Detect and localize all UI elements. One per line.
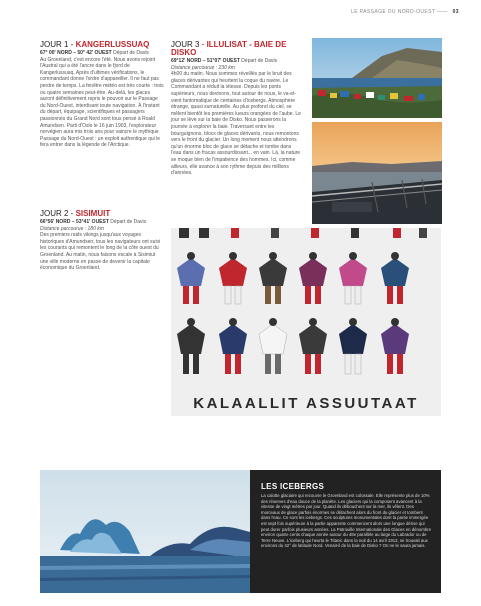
day2-body: Des premiers raids vikings jusqu'aux voyages historiques d'Amundsen, tous les navigateurs ont suivi les courants qui remontent le long de la côte ouest du Groenland. Au matin, nous faisons escale à Sisimiut une ville moderne en passe de devenir la capitale économique du Groenland.: [40, 232, 161, 272]
day3-body: 4h00 du matin. Nous sommes réveillés par le bruit des glaces dérivantes qui heurtent la coque du navire. Le Commandant a réduit la vitesse. Depuis les ponts supérieurs, nous devinons, tout autour de nous, le va-et-vient fantomatique de centaines d'icebergs. Atmosphère étrange, quasi surnaturelle. Au plus profond du ciel, se mêlent bientôt les premières lueurs orangées de l'aube. Le jour se lève sur la baie de Disko. Nous passerons la journée à explorer la baie. Traversant entre les bourguignons, blocs de glaces dérivants, nous remontons vers le front du glacier. Un long moment nous attendrons qu'un énorme bloc de glace se détache et tombe dans l'eau dans un fracas assourdissant... en vain. Là, la nature se moque bien de l'impatience des hommes. Ici, comme ailleurs, elle avance à son rythme depuis des millions d'années.: [171, 71, 301, 177]
costume-banner-text: KALAALLIT ASSUUTAAT: [193, 395, 419, 412]
photo-greenland-town: [312, 38, 442, 118]
day3-coords: 69°12' NORD – 51°07' OUEST Départ de Davis: [171, 58, 278, 64]
day1-body: Au Groenland, c'est encore l'été. Nous avons rejoint l'Austral qui a été l'ancre dans le fjord de Kangerlussuaq. Après d'ultimes vérifications, le commandant donne l'ordre d'appareiller. Il ne faut pas perdre de temps. La fenêtre météo est très courte : trois ou quatre semaines peut-être. Au-delà, les glaces auront définitivement repris le pouvoir sur le Passage du Nord-Ouest, interdisant toute navigation. À l'instant du départ, équipage, scientifiques et passagers passionnés du Grand Nord sont tous pensé à Roald Amundsen. Parti d'Oslo le 16 juin 1903, l'explorateur norvégien aura mis trois ans pour vaincre le mythique Passage du Nord-Ouest : un exploit authentique qui le fera entrer dans la légende de l'Arctique.: [40, 56, 164, 149]
day3-section: [171, 41, 302, 177]
photo-ship-deck: [312, 122, 442, 224]
day2-title: JOUR 2 - SISIMUIT: [40, 209, 111, 218]
icebergs-title: LES ICEBERGS: [261, 482, 325, 491]
rule-icon: ——: [437, 9, 448, 15]
photo-iceberg: [40, 470, 250, 593]
page-number: 03: [452, 9, 459, 15]
day3-title: JOUR 3 - ILLULISAT - BAIE DE DISKO: [171, 40, 287, 57]
day2-coords: 66°56' NORD – 53°41' OUEST Départ de Davis: [40, 219, 147, 225]
day1-section: [40, 41, 164, 149]
day2-distance: Distance parcourue : 180 km: [40, 225, 104, 232]
photo-traditional-costumes: [171, 228, 441, 416]
day1-title: JOUR 1 - KANGERLUSSUAQ: [40, 40, 150, 49]
day2-section: [40, 210, 164, 272]
day1-coords: 67° 00' NORD – 50° 42' OUEST Départ de Davis: [40, 50, 149, 56]
day3-distance: Distance parcourue : 230 km: [171, 64, 235, 71]
running-head: [351, 9, 459, 15]
icebergs-body: La calotte glaciaire qui recouvre le Groenland est colossale. Elle représente plus de 10% des réserves d'eau douce de la planète. Les glaciers qui la composent avancent à la vitesse de vingt mètres par jour. Quand ils débouchent sur la mer, ils vêlent. Des morceaux de glace parfois énormes se détachent alors du front du glacier et tombent dans l'eau. Ce sont les icebergs. Ces sculptures monumentales dont la partie immergée est sept fois supérieure à la partie apparente commencent alors une longue dérive qui peut durer parfois plusieurs années. La Patrouille Internationale des Glaces en dénombre environ quatre cents chaque année autour du 48e parallèle au large du Labrador ou de Terre Neuve. L'iceberg qui heurta le Titanic dans la nuit du 14 avril 1912, se trouvait aux environs du 42° de latitude Nord. Venait-il de la baie de Disko ? On ne le saura jamais.: [261, 493, 432, 549]
icebergs-sidebar: [250, 470, 441, 593]
section-title: LE PASSAGE DU NORD-OUEST: [351, 9, 436, 15]
